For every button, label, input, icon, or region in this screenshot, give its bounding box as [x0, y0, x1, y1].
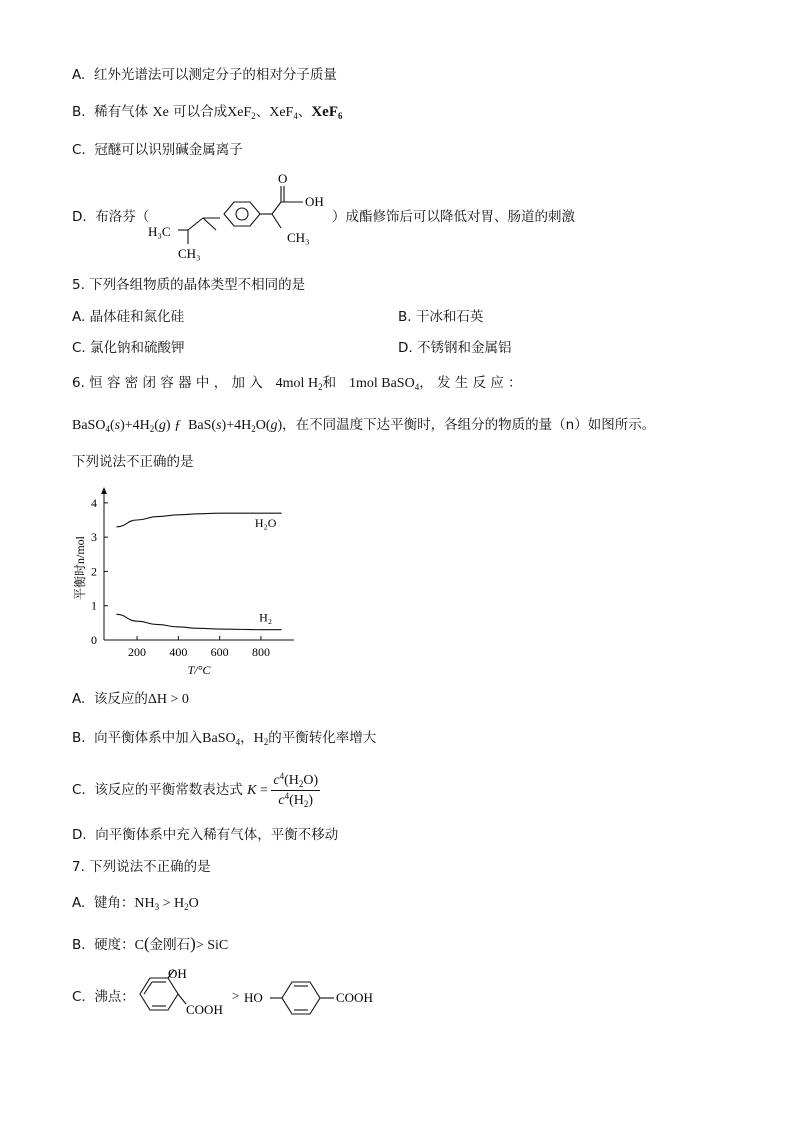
formula-h2: $H_2$: [304, 376, 323, 392]
q6-equation: [72, 416, 655, 435]
stem-text: ， 发 生 反 应 ：: [419, 375, 522, 391]
option-text: 红外光谱法可以测定分子的相对分子质量: [93, 67, 337, 83]
option-label: B.: [72, 937, 86, 953]
element-c: C: [134, 938, 144, 953]
q7-option-c: [72, 988, 135, 1006]
q5-option-c: C. 氯化钠和硫酸钾: [72, 340, 185, 356]
q4-option-c: [72, 141, 243, 159]
q6-stem-line3: 下列说法不正确的是: [72, 454, 194, 470]
separator: 、: [297, 104, 312, 120]
option-label: C.: [72, 782, 86, 798]
x-tick-label: 800: [251, 645, 270, 659]
x-tick-label: 200: [128, 645, 147, 659]
option-text: 该反应的: [93, 691, 148, 707]
option-text: 向平衡体系中加入: [94, 730, 203, 746]
option-text: 的平衡转化率增大: [268, 730, 377, 746]
option-text: 键角：: [93, 895, 135, 911]
option-label: C.: [72, 989, 86, 1005]
label-oh: OH: [168, 966, 187, 981]
x-tick-label: 400: [169, 645, 188, 659]
sic-expr: > SiC: [195, 938, 229, 953]
formula-baso4: BaSO$_4$: [202, 731, 241, 747]
q7-option-a: [72, 894, 199, 913]
chart-series: [116, 513, 281, 630]
q6-option-a: [72, 690, 189, 709]
y-tick-label: 0: [91, 633, 97, 647]
q4-option-a: [72, 66, 337, 84]
formula-xef4: XeF$_4$: [269, 105, 298, 121]
q5-stem: 5. 下列各组物质的晶体类型不相同的是: [72, 277, 306, 293]
option-label: A.: [72, 691, 86, 707]
paren-open: (: [144, 934, 150, 953]
option-text: ，: [240, 730, 254, 746]
option-label: B.: [72, 730, 86, 746]
label-gt: >: [232, 988, 240, 1003]
reaction-equation: $BaSO_4(s)+4H_2(g)$ ƒ $BaS(s)+4H_2O(g)$: [72, 418, 283, 434]
equilibrium-chart: [70, 484, 310, 684]
paren-close: ): [190, 934, 196, 953]
boiling-point-structures: [130, 964, 400, 1026]
y-axis-label: 平衡时n/mol: [73, 535, 87, 601]
q5-option-b: B. 干冰和石英: [398, 309, 484, 325]
q6-option-b: [72, 729, 376, 748]
series-label-1: H₂: [259, 610, 273, 625]
q6-option-c: [72, 768, 320, 813]
diamond-text: 金刚石: [149, 937, 191, 953]
q5-option-a: A. 晶体硅和氮化硅: [72, 309, 185, 325]
label-cooh: COOH: [186, 1002, 223, 1017]
formula-xef2: XeF$_2$: [227, 105, 256, 121]
x-tick-label: 600: [210, 645, 229, 659]
q6-option-d: [72, 826, 338, 844]
option-label: A.: [72, 67, 86, 83]
formula-xe: Xe: [152, 105, 169, 120]
y-axis-arrow: [101, 487, 107, 494]
option-text: ）成酯修饰后可以降低对胃、肠道的刺激: [332, 209, 575, 225]
label-h3c: H₃C: [148, 224, 171, 239]
option-text: 该反应的平衡常数表达式: [94, 782, 243, 798]
separator: 、: [255, 104, 270, 120]
label-o: O: [278, 172, 288, 186]
option-label: B.: [72, 104, 86, 120]
series-label-0: H₂O: [254, 516, 277, 531]
option-label: D.: [72, 209, 87, 225]
series-line-1: [116, 614, 281, 629]
option-text: 布洛芬（: [95, 209, 150, 225]
equilibrium-constant-expr: K = $\frac{c^4(H_2O)}{c^4(H_2)}$: [247, 771, 319, 810]
option-label: C.: [72, 142, 86, 158]
q5-option-d: D. 不锈钢和金属铝: [398, 340, 512, 356]
option-label: D.: [72, 827, 87, 843]
amount-h2: 4mol: [275, 376, 305, 391]
option-text: 稀有气体: [94, 104, 149, 120]
delta-h-expr: ΔH > 0: [147, 692, 189, 707]
q7-stem: 7. 下列说法不正确的是: [72, 859, 211, 875]
option-text: 向平衡体系中充入稀有气体，平衡不移动: [95, 827, 339, 843]
ibuprofen-structure: [148, 172, 338, 264]
stem-text: 6. 恒 容 密 闭 容 器 中 ， 加 入: [72, 375, 263, 391]
stem-text: ，在不同温度下达平衡时，各组分的物质的量（n）如图所示。: [282, 417, 656, 433]
option-text: 可以合成: [173, 104, 228, 120]
q7-option-b: [72, 935, 228, 955]
y-tick-label: 4: [91, 495, 97, 510]
option-text: 硬度：: [94, 937, 135, 953]
q4-option-d: [72, 208, 149, 226]
bond-angle-expr: $NH_3 > H_2O$: [134, 896, 199, 912]
label-oh: OH: [305, 194, 324, 209]
y-tick-label: 3: [91, 530, 97, 545]
option-text: 沸点：: [94, 989, 135, 1005]
formula-xef6: XeF$_6$: [311, 104, 343, 121]
y-tick-label: 1: [91, 598, 97, 613]
label-cooh: COOH: [336, 990, 373, 1005]
option-label: A.: [72, 895, 86, 911]
amount-baso4: 1mol: [348, 376, 378, 391]
formula-baso4: BaSO$_4$: [377, 376, 420, 392]
option-text: 冠醚可以识别碱金属离子: [94, 142, 243, 158]
chart-ticks: [91, 495, 273, 659]
y-tick-label: 2: [91, 564, 97, 579]
x-axis-label: T/°C: [187, 663, 211, 677]
q6-stem-line1: [72, 374, 522, 393]
label-ch3: CH₃: [178, 246, 201, 261]
q4-option-d-tail: [332, 208, 575, 226]
label-ho: HO: [244, 990, 263, 1005]
q4-option-b: [72, 103, 342, 122]
stem-text: 和: [322, 375, 337, 391]
label-ch3: CH₃: [287, 230, 310, 245]
formula-h2: $H_2$: [253, 731, 269, 747]
